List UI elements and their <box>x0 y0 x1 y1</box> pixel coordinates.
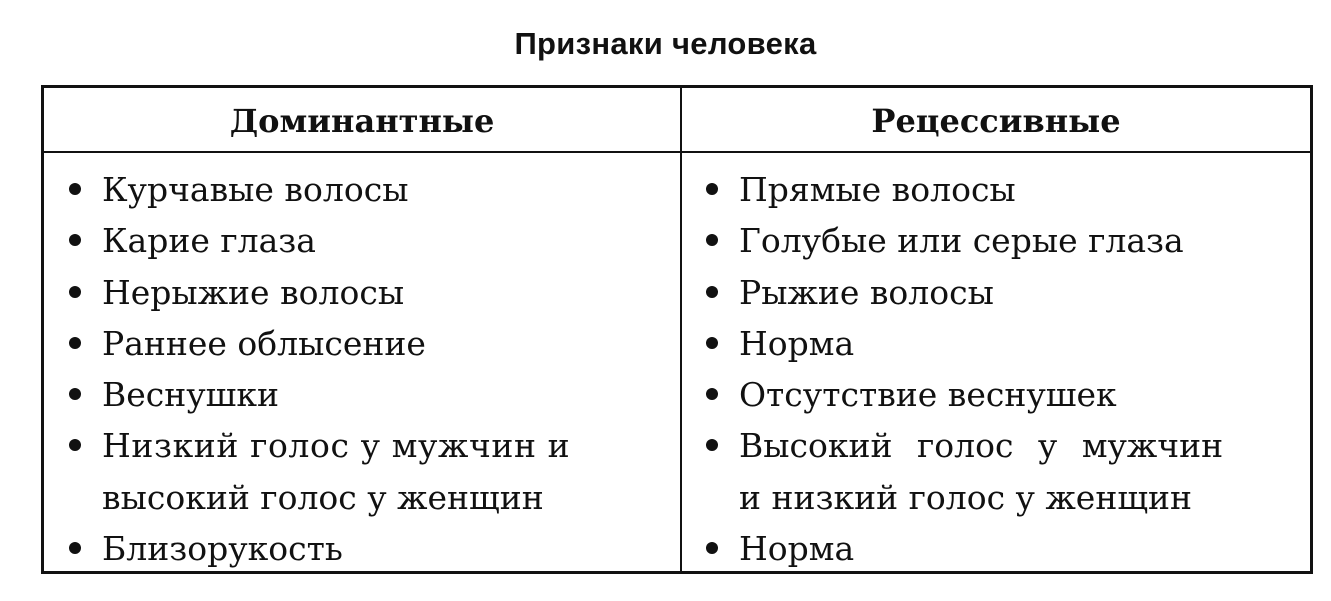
bullet-icon <box>69 337 81 349</box>
list-item: Норма <box>703 318 1299 369</box>
bullet-icon <box>69 542 81 554</box>
bullet-icon <box>706 388 718 400</box>
list-item: Веснушки <box>66 369 670 420</box>
dominant-header: Доминантные <box>229 102 495 140</box>
list-item: Норма <box>703 523 1299 574</box>
bullet-icon <box>706 439 718 451</box>
bullet-icon <box>69 234 81 246</box>
header-divider <box>44 151 1310 153</box>
list-item: Нерыжие волосы <box>66 267 670 318</box>
bullet-icon <box>706 542 718 554</box>
recessive-list <box>703 164 1299 574</box>
list-item: Близорукость <box>66 523 670 574</box>
bullet-icon <box>706 286 718 298</box>
list-item: Высокий голос у мужчин и низкий голос у женщин <box>703 420 1299 523</box>
list-item: Карие глаза <box>66 215 670 266</box>
list-item: Отсутствие веснушек <box>703 369 1299 420</box>
recessive-header: Рецессивные <box>871 102 1121 140</box>
list-item: Раннее облысение <box>66 318 670 369</box>
bullet-icon <box>706 183 718 195</box>
bullet-icon <box>706 234 718 246</box>
bullet-icon <box>69 183 81 195</box>
page-title: Признаки человека <box>514 26 817 61</box>
bullet-icon <box>69 286 81 298</box>
list-item: Низкий голос у мужчин и высокий голос у женщин <box>66 420 670 523</box>
list-item: Голубые или серые глаза <box>703 215 1299 266</box>
column-divider <box>680 88 682 571</box>
list-item: Курчавые волосы <box>66 164 670 215</box>
bullet-icon <box>706 337 718 349</box>
dominant-list <box>66 164 670 574</box>
traits-table <box>41 85 1313 574</box>
list-item: Рыжие волосы <box>703 267 1299 318</box>
bullet-icon <box>69 439 81 451</box>
bullet-icon <box>69 388 81 400</box>
list-item: Прямые волосы <box>703 164 1299 215</box>
